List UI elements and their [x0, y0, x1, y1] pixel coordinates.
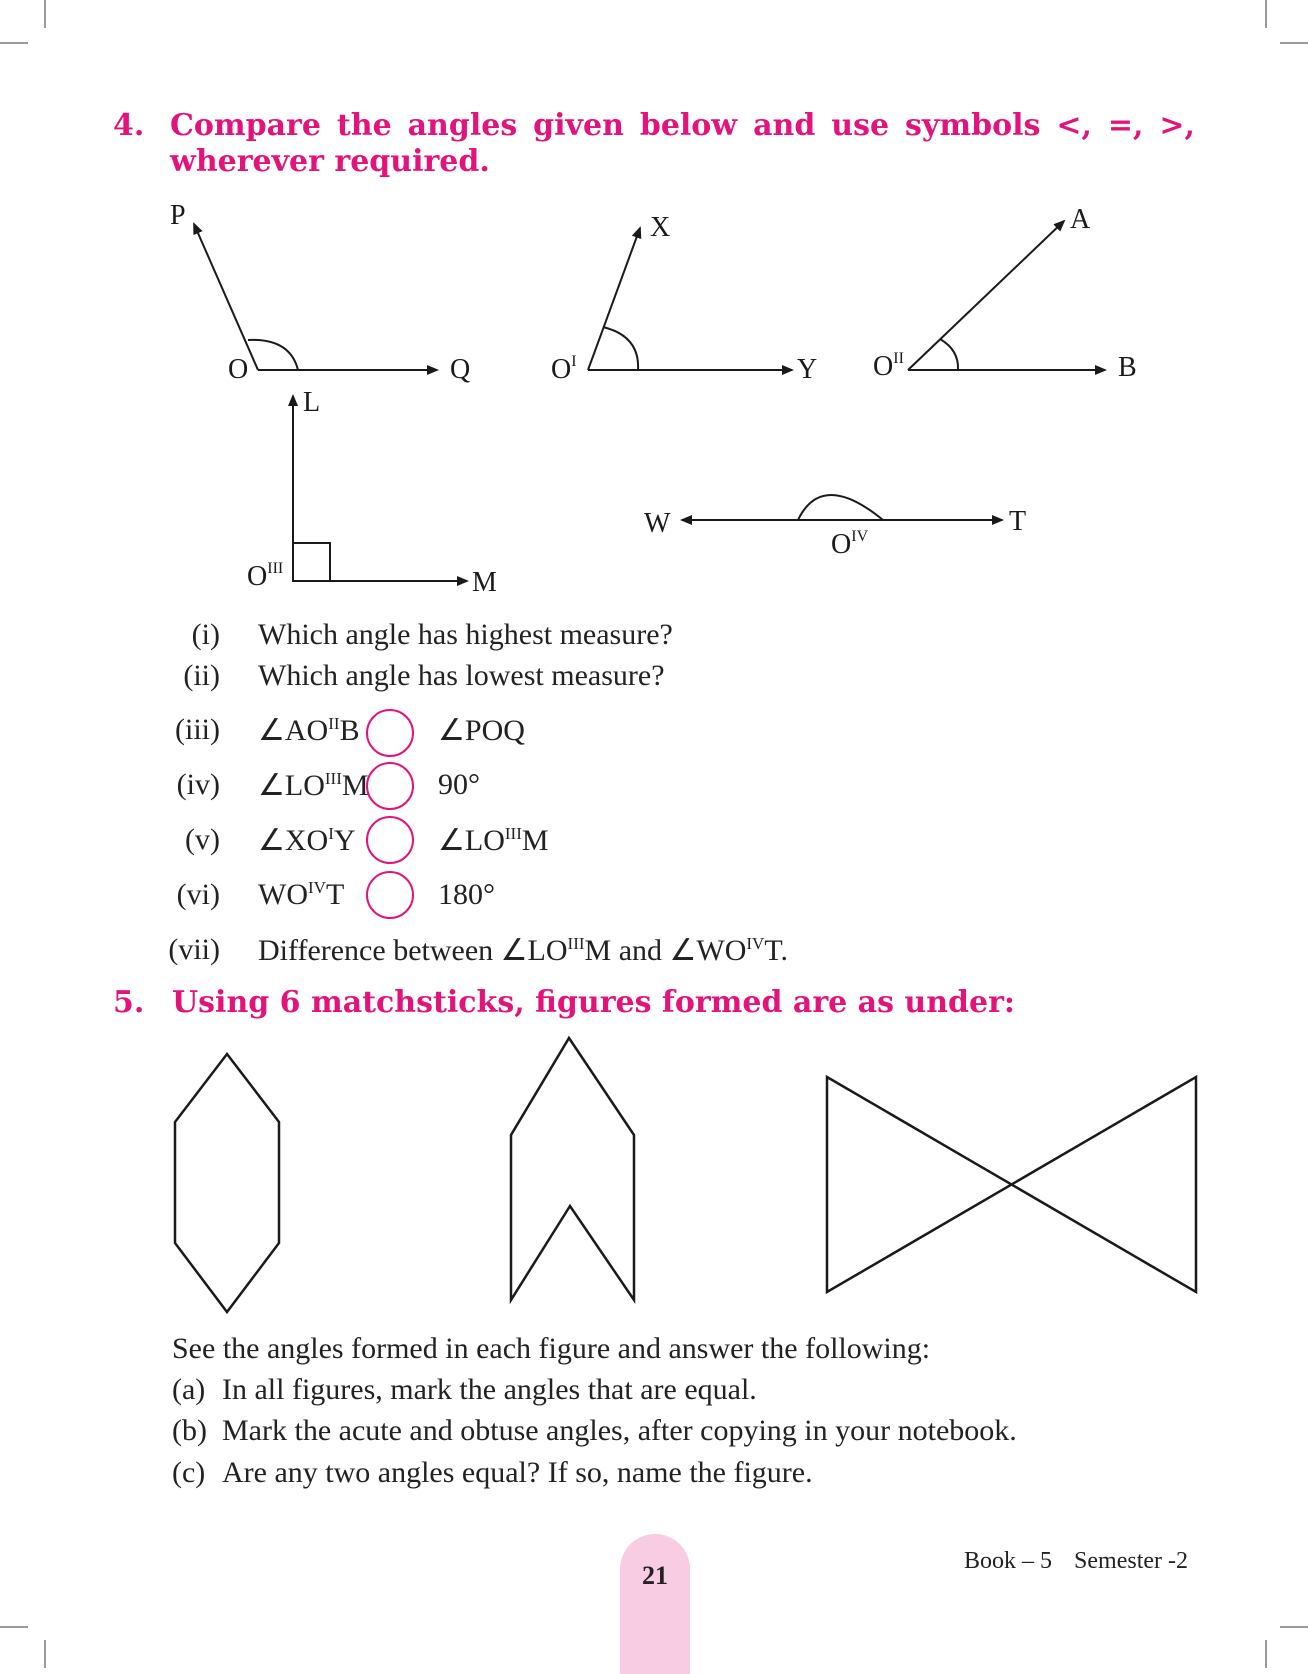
bowtie-figure — [827, 1077, 1196, 1292]
compare-right: ∠POQ — [438, 714, 525, 747]
question-text: Which angle has lowest measure? — [258, 659, 665, 692]
question-text: Difference between $\angle LO^{III}M$ and $\angle WO^{IV}T$. — [258, 934, 788, 967]
question-4-number: 4. — [113, 108, 145, 143]
compare-right: $\angle LO^{III}M$ — [438, 824, 549, 857]
instruction-text: In all figures, mark the angles that are equal. — [222, 1373, 757, 1406]
instruction-label: (b) — [172, 1414, 207, 1447]
label-x: X — [650, 212, 671, 243]
page-number: 21 — [642, 1561, 668, 1590]
label-o: O — [228, 354, 249, 385]
question-5-text: Using 6 matchsticks, figures formed are as under: — [172, 985, 1016, 1020]
label-b: B — [1118, 352, 1137, 383]
label-o1-sup: I — [571, 353, 577, 370]
compare-left: $\angle LO^{III}M$ — [258, 769, 369, 802]
label-o3-sup: III — [267, 560, 284, 577]
page-number-tab — [620, 1534, 690, 1674]
compare-right: 90° — [438, 768, 480, 801]
label-o2-sup: II — [893, 350, 904, 367]
label-p: P — [170, 200, 186, 231]
label-o4-main: O — [831, 529, 852, 560]
instructions-intro: See the angles formed in each figure and answer the following: — [172, 1332, 931, 1365]
label-t: T — [1009, 506, 1027, 537]
label-o4-sup: IV — [851, 528, 869, 545]
arrow-figure — [511, 1038, 634, 1300]
footer-book: Book – 5 — [964, 1548, 1053, 1574]
question-4-text: Compare the angles given below and use symbols <, =, >, wherever required. — [170, 108, 1195, 179]
question-roman: (ii) — [183, 659, 220, 692]
question-text: Which angle has highest measure? — [258, 618, 673, 651]
question-roman: (iv) — [176, 768, 220, 801]
label-w: W — [644, 508, 671, 539]
question-roman: (i) — [191, 618, 220, 651]
footer-book-info — [964, 1548, 1188, 1575]
question-roman: (vii) — [168, 933, 220, 966]
compare-left: $\angle XO^IY$ — [258, 824, 356, 857]
question-roman: (v) — [185, 823, 220, 856]
footer-semester: Semester -2 — [1074, 1548, 1188, 1574]
instruction-label: (c) — [172, 1456, 206, 1489]
hexagon-figure — [175, 1054, 279, 1312]
instruction-text: Mark the acute and obtuse angles, after copying in your notebook. — [222, 1414, 1017, 1447]
question-5-number: 5. — [113, 985, 145, 1020]
instruction-label: (a) — [172, 1373, 206, 1406]
crop-mark — [1265, 1640, 1267, 1668]
label-y: Y — [797, 354, 818, 385]
label-l: L — [303, 387, 321, 418]
label-o2-main: O — [873, 351, 894, 382]
label-q: Q — [450, 354, 471, 385]
question-roman: (iii) — [175, 713, 220, 746]
compare-left: $WO^{IV}T$ — [258, 878, 345, 911]
label-o1-main: O — [551, 354, 572, 385]
crop-mark — [44, 1640, 46, 1668]
crop-mark — [1280, 1626, 1308, 1628]
label-m: M — [472, 567, 497, 598]
label-a: A — [1070, 204, 1091, 235]
compare-right: 180° — [438, 878, 495, 911]
compare-left: $\angle AO^{II}B$ — [258, 714, 360, 747]
label-o3-main: O — [247, 561, 268, 592]
instruction-text: Are any two angles equal? If so, name the figure. — [222, 1456, 813, 1489]
crop-mark — [0, 1626, 28, 1628]
question-roman: (vi) — [176, 878, 220, 911]
